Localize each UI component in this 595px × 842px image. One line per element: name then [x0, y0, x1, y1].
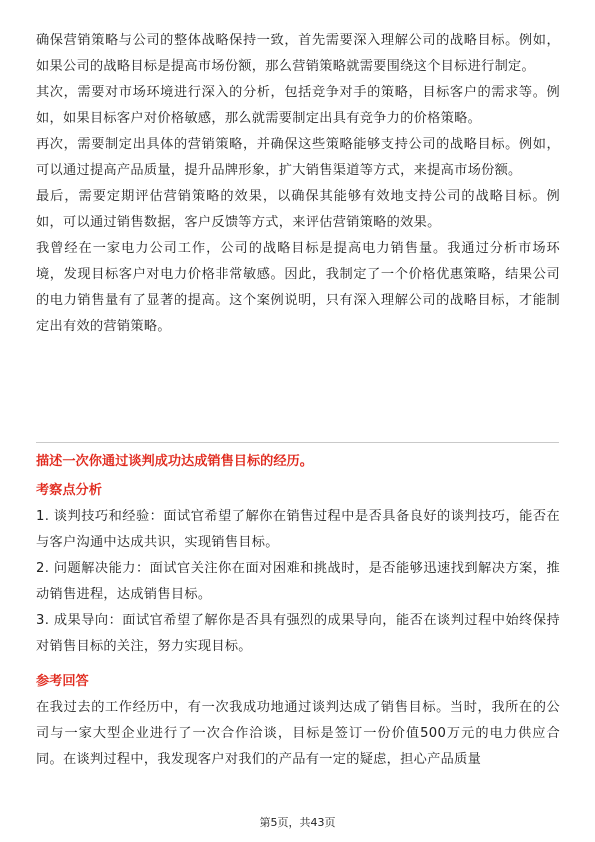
intro-paragraph-1: 确保营销策略与公司的整体战略保持一致，首先需要深入理解公司的战略目标。例如，如果公司的战略目标是提高市场份额，那么营销策略就需要围绕这个目标进行制定。: [36, 33, 560, 74]
page-footer: 第5页，共43页: [259, 816, 336, 829]
analysis-point-2: 2. 问题解决能力：面试官关注你在面对困难和挑战时，是否能够迅速找到解决方案，推动销售进程，达成销售目标。: [36, 561, 560, 602]
answer-text: 在我过去的工作经历中，有一次我成功地通过谈判达成了销售目标。当时，我所在的公司与一家大型企业进行了一次合作洽谈，目标是签订一份价值500万元的电力供应合同。在谈判过程中，我发现客户对我们的产品有一定的疑虑，担心产品质量: [36, 700, 560, 767]
intro-paragraph-4: 最后，需要定期评估营销策略的效果，以确保其能够有效地支持公司的战略目标。例如，可以通过销售数据，客户反馈等方式，来评估营销策略的效果。: [36, 189, 560, 230]
intro-paragraph-2: 其次，需要对市场环境进行深入的分析，包括竞争对手的策略，目标客户的需求等。例如，如果目标客户对价格敏感，那么就需要制定出具有竞争力的价格策略。: [36, 85, 560, 126]
analysis-point-1: 1. 谈判技巧和经验：面试官希望了解你在销售过程中是否具备良好的谈判技巧，能否在与客户沟通中达成共识，实现销售目标。: [36, 509, 560, 550]
analysis-point-3: 3. 成果导向：面试官希望了解你是否具有强烈的成果导向，能否在谈判过程中始终保持对销售目标的关注，努力实现目标。: [36, 613, 560, 654]
intro-paragraph-5: 我曾经在一家电力公司工作，公司的战略目标是提高电力销售量。我通过分析市场环境，发现目标客户对电力价格非常敏感。因此，我制定了一个价格优惠策略，结果公司的电力销售量有了显著的提高。这个案例说明，只有深入理解公司的战略目标，才能制定出有效的营销策略。: [36, 241, 560, 334]
section-divider: [36, 442, 559, 443]
analysis-heading: 考察点分析: [36, 483, 102, 498]
intro-paragraph-3: 再次，需要制定出具体的营销策略，并确保这些策略能够支持公司的战略目标。例如，可以通过提高产品质量，提升品牌形象，扩大销售渠道等方式，来提高市场份额。: [36, 137, 560, 178]
answer-heading: 参考回答: [36, 674, 89, 689]
question-section: [36, 449, 560, 773]
question-title: 描述一次你通过谈判成功达成销售目标的经历。: [36, 454, 313, 469]
intro-section: [36, 28, 560, 340]
